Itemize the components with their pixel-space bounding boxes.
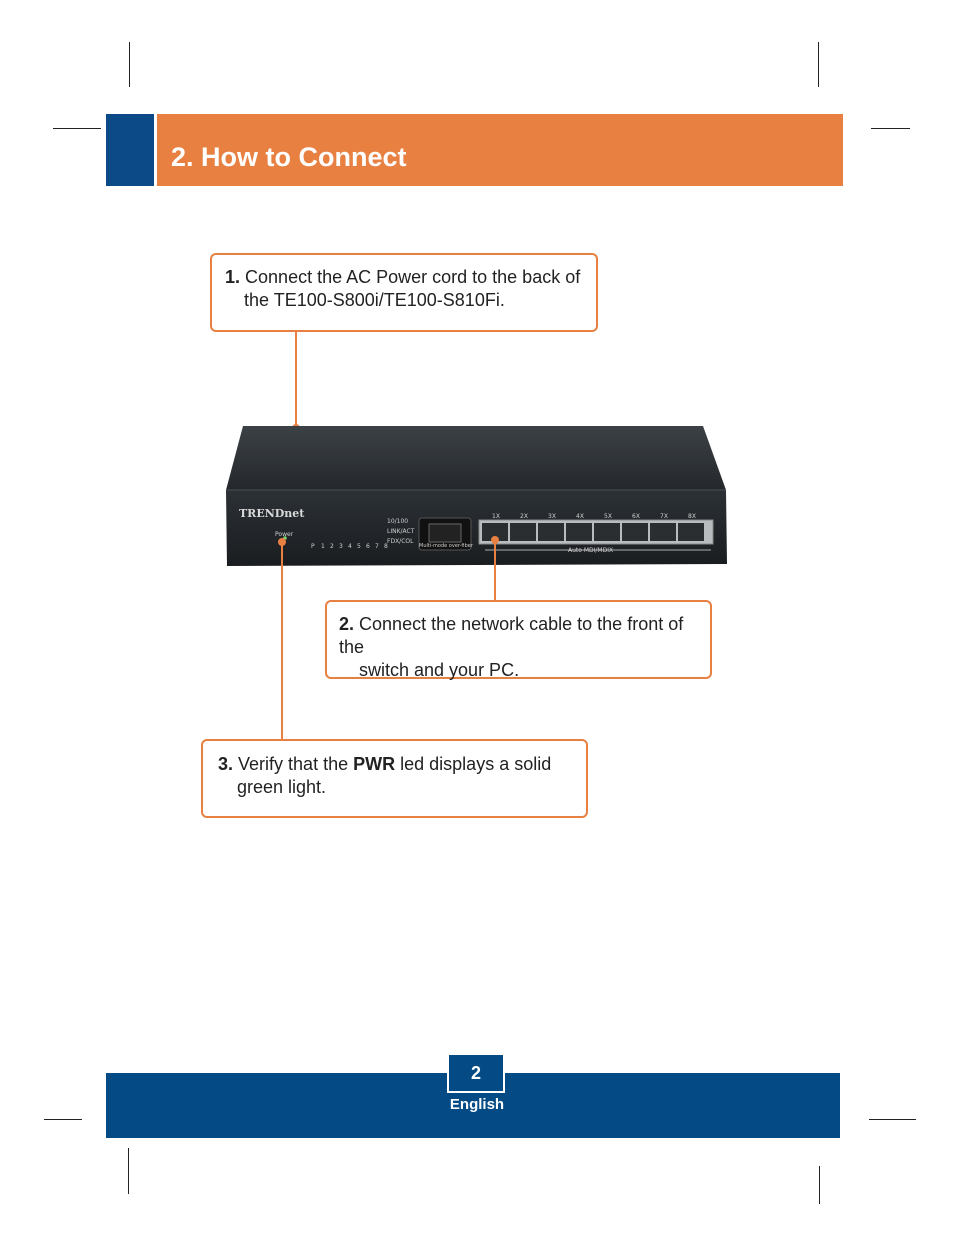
connector-line <box>494 540 496 602</box>
step-text: switch and your PC. <box>359 660 520 680</box>
step-text: Connect the AC Power cord to the back of <box>245 267 581 287</box>
step-2-line-1 <box>339 613 698 659</box>
led-number: 2 <box>330 543 334 550</box>
connector-line <box>295 331 297 428</box>
led-number: P <box>311 543 315 550</box>
led-label: LINK/ACT <box>387 528 415 535</box>
led-number: 6 <box>366 543 370 550</box>
led-number: 3 <box>339 543 343 550</box>
step-text: led displays a solid <box>400 754 552 774</box>
crop-mark <box>819 1166 820 1204</box>
step-1-line-2 <box>225 289 584 312</box>
led-number: 4 <box>348 543 352 550</box>
page-number: 2 <box>447 1053 505 1093</box>
port-number: 2X <box>520 513 528 520</box>
port-number: 7X <box>660 513 668 520</box>
port-number: 5X <box>604 513 612 520</box>
step-3-line-1 <box>218 753 574 776</box>
step-1-callout <box>210 253 598 332</box>
step-number: 1. <box>225 267 241 287</box>
network-switch-illustration <box>223 424 729 570</box>
step-3-line-2 <box>218 776 574 799</box>
port-number: 8X <box>688 513 696 520</box>
led-label: 10/100 <box>387 518 409 525</box>
connector-line <box>281 542 283 740</box>
step-3-callout <box>201 739 588 818</box>
pwr-label: Power <box>275 531 294 538</box>
step-number: 3. <box>218 754 234 774</box>
switch-graphic <box>223 424 729 570</box>
page-title: 2. How to Connect <box>171 142 407 172</box>
step-2-callout <box>325 600 712 679</box>
step-1-line-1 <box>225 266 584 289</box>
port-number: 4X <box>576 513 584 520</box>
port-number: 1X <box>492 513 500 520</box>
fiber-badge-label: Multi-mode over-fiber <box>419 543 473 549</box>
crop-mark <box>53 128 101 129</box>
led-number: 8 <box>384 543 388 550</box>
step-text: Verify that the <box>238 754 349 774</box>
crop-mark <box>869 1119 916 1120</box>
step-text: green light. <box>237 777 327 797</box>
led-label: FDX/COL <box>387 538 414 545</box>
crop-mark <box>44 1119 82 1120</box>
led-number: 7 <box>375 543 379 550</box>
crop-mark <box>818 42 819 87</box>
step-text: Connect the network cable to the front of the <box>339 614 684 657</box>
step-2-line-2 <box>339 659 698 682</box>
step-number: 2. <box>339 614 355 634</box>
led-number: 1 <box>321 543 325 550</box>
step-text: the TE100-S800i/TE100-S810Fi. <box>244 290 505 310</box>
header-accent-block <box>106 114 154 186</box>
section-header <box>157 114 843 186</box>
mdi-label: Auto MDI/MDIX <box>568 547 614 554</box>
crop-mark <box>128 1148 129 1194</box>
port-number: 3X <box>548 513 556 520</box>
pwr-emphasis: PWR <box>353 754 396 774</box>
port-number: 6X <box>632 513 640 520</box>
led-number: 5 <box>357 543 361 550</box>
brand-logo: TRENDnet <box>239 507 305 520</box>
crop-mark <box>129 42 130 87</box>
footer-language: English <box>449 1096 505 1113</box>
crop-mark <box>871 128 910 129</box>
